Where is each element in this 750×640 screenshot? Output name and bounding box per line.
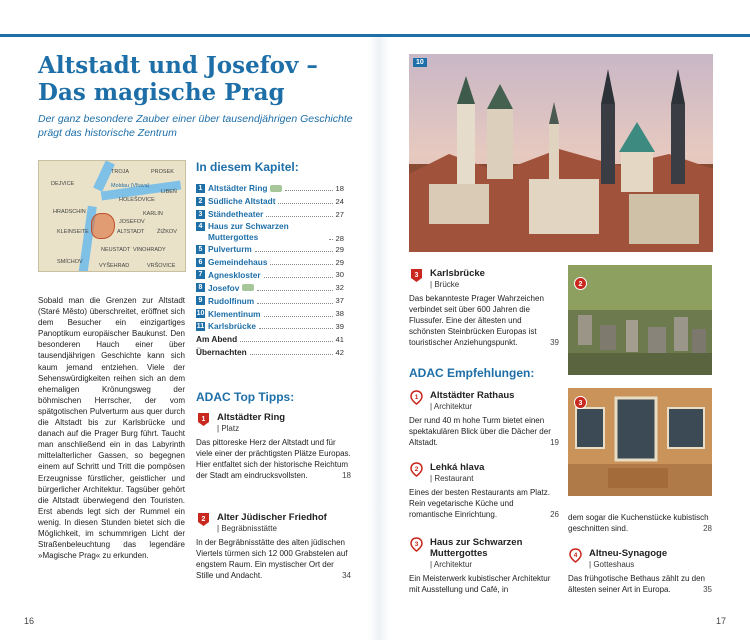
toc-label: Rudolfinum	[208, 295, 255, 306]
map-label: NEUSTADT	[101, 247, 131, 253]
toc-page: 28	[335, 233, 344, 243]
photo-number-badge: 2	[574, 277, 587, 290]
entry-title: Lehká hlava	[430, 462, 485, 473]
toc-number: 3	[196, 210, 205, 219]
toc-item[interactable]	[196, 320, 344, 333]
toc-item[interactable]	[196, 221, 344, 243]
toc-label: Südliche Altstadt	[208, 196, 276, 207]
entry-title: Karlsbrücke	[430, 268, 485, 279]
map-label: PROSEK	[151, 169, 174, 175]
cemetery-illustration	[568, 265, 712, 375]
entry-text: Das pittoreske Herz der Altstadt und für viele einer der prächtigsten Plätze Europas. Hier entfaltet sich der historische Reichtum der Stadt am eindrucksvollsten.	[196, 438, 351, 480]
toc-leader	[278, 198, 332, 204]
toc-page: 29	[335, 244, 344, 254]
toc-leader	[270, 259, 332, 265]
entry-page: 34	[342, 571, 351, 580]
entry-title: Haus zur Schwarzen Muttergottes	[430, 537, 523, 559]
map-label: VRŠOVICE	[147, 263, 176, 269]
top-tip-entry: 2 Alter Jüdischer Friedhof | Begräbnisstätte In der Begräbnisstätte des alten jüdischen Viertels türmen sich 12 000 Grabstelen auf engstem Raum. Ein mystischer Ort der Stille und Andacht. 34	[196, 512, 351, 580]
toc-item[interactable]	[196, 195, 344, 208]
toc-number: 6	[196, 258, 205, 267]
svg-text:3: 3	[414, 272, 419, 279]
toc-label: Übernachten	[196, 347, 247, 358]
toc-page: 29	[335, 257, 344, 267]
red-pin-icon	[196, 512, 211, 527]
svg-text:2: 2	[201, 516, 206, 523]
map-label: KARLIN	[143, 211, 163, 217]
svg-text:3: 3	[414, 541, 419, 548]
page-number-right: 17	[716, 616, 727, 626]
entry-title: Alter Jüdischer Friedhof	[217, 512, 327, 523]
toc-number: 2	[196, 197, 205, 206]
toc-label: Gemeindehaus	[208, 257, 268, 267]
top-tip-icon	[270, 185, 282, 192]
toc-label: Am Abend	[196, 334, 238, 345]
toc-item[interactable]	[196, 268, 344, 281]
prague-skyline-photo	[409, 54, 713, 252]
district-map	[38, 160, 186, 272]
toc-number: 11	[196, 322, 205, 330]
toc-leader	[285, 185, 332, 191]
entry-text: Ein Meisterwerk kubistischer Architektur mit Ausstellung und Café, in	[409, 574, 551, 594]
toc-number: 4	[196, 222, 205, 231]
map-label: TROJA	[111, 169, 130, 175]
recommendation-entry: 1 Altstädter Rathaus | Architektur Der rund 40 m hohe Turm bietet einen spektakulären Blick über die Dächer der Altstadt. 19	[409, 390, 559, 447]
map-label: JOSEFOV	[119, 219, 145, 225]
location-pin-icon	[409, 390, 424, 405]
location-pin-icon	[568, 548, 583, 563]
toc-page: 38	[335, 309, 344, 319]
entry-text: In der Begräbnisstätte des alten jüdischen Viertels türmen sich 12 000 Grabstelen auf engstem Raum. Ein mystischer Ort der Stille und Andacht.	[196, 538, 348, 580]
toc-number: 1	[196, 184, 205, 193]
toc-number: 9	[196, 296, 205, 305]
map-label: VINOHRADY	[133, 247, 166, 253]
toc-leader	[264, 272, 333, 278]
entry-title: Altstädter Rathaus	[430, 390, 515, 401]
entry-category: Brücke	[434, 280, 460, 289]
toc-item[interactable]	[196, 333, 344, 346]
entry-category: Begräbnisstätte	[221, 524, 277, 533]
entry-category: Architektur	[433, 402, 473, 411]
toc-page: 18	[335, 183, 344, 193]
map-label: HRADSCHIN	[53, 209, 86, 215]
svg-text:4: 4	[573, 552, 578, 559]
chapter-toc	[196, 182, 344, 359]
toc-label: Agneskloster	[208, 269, 261, 280]
toc-page: 24	[335, 196, 344, 206]
toc-label: Josefov	[208, 282, 240, 293]
toc-number: 8	[196, 283, 205, 292]
map-label: ALTSTADT	[117, 229, 145, 235]
toc-number: 10	[196, 310, 205, 318]
map-label: SMÍCHOV	[57, 259, 83, 265]
toc-page: 32	[335, 283, 344, 293]
entry-category: Gotteshaus	[593, 560, 635, 569]
book-gutter	[368, 37, 390, 640]
toc-leader	[329, 234, 333, 240]
map-label: DEJVICE	[51, 181, 75, 187]
map-label: VYŠEHRAD	[99, 263, 130, 269]
entry-text: Eines der besten Restaurants am Platz. Rein vegetarische Küche und romantische Einrichtung.	[409, 488, 550, 519]
map-label: ŽIŽKOV	[157, 229, 177, 235]
toc-leader	[257, 285, 332, 291]
toc-item[interactable]	[196, 346, 344, 359]
toc-item[interactable]	[196, 256, 344, 269]
toc-number: 7	[196, 270, 205, 279]
toc-label: Pulverturm	[208, 244, 252, 255]
continued-text	[568, 512, 712, 534]
toc-page: 37	[335, 296, 344, 306]
chapter-title-line1: Altstadt und Josefov –	[38, 52, 318, 79]
entry-title: Altstädter Ring	[217, 412, 286, 423]
house-illustration	[568, 388, 712, 496]
toc-label: Haus zur Schwarzen Muttergottes	[208, 220, 289, 242]
toc-page: 30	[335, 270, 344, 280]
skyline-illustration	[409, 54, 713, 252]
toc-leader	[266, 211, 332, 217]
recommendation-entry: 3 Haus zur Schwarzen Muttergottes | Architektur Ein Meisterwerk kubistischer Architektur mit Ausstellung und Café, in	[409, 537, 559, 595]
toc-page: 41	[335, 334, 344, 344]
photo-number-badge: 10	[413, 58, 427, 67]
map-label: Moldau (Vltava)	[111, 183, 150, 189]
top-tip-entry: 1 Altstädter Ring | Platz Das pittoreske Herz der Altstadt und für viele einer der prächtigsten Plätze Europas. Hier entfaltet sich der historische Reichtum der Stadt am eindrucksvollsten. 18	[196, 412, 351, 480]
entry-page: 35	[703, 585, 712, 594]
top-tip-icon	[242, 284, 254, 291]
chapter-title-line2: Das magische Prag	[38, 79, 285, 106]
photo-number-badge: 3	[574, 396, 587, 409]
svg-text:2: 2	[414, 466, 419, 473]
toc-item[interactable]	[196, 294, 344, 307]
toc-item[interactable]	[196, 243, 344, 256]
chapter-subtitle: Der ganz besondere Zauber einer über tausendjährigen Geschichte prägt das historische Zentrum	[38, 113, 353, 139]
entry-text: dem sogar die Kuchenstücke kubistisch geschnitten sind.	[568, 513, 709, 533]
red-pin-icon	[409, 268, 424, 283]
entry-title: Altneu-Synagoge	[589, 548, 668, 559]
toc-leader	[255, 246, 333, 252]
map-label: KLEINSEITE	[57, 229, 89, 235]
entry-text: Das frühgotische Bethaus zählt zu den ältesten seiner Art in Europa.	[568, 574, 705, 594]
adac-recommendations-heading: ADAC Empfehlungen:	[409, 366, 535, 380]
svg-text:1: 1	[201, 416, 206, 423]
toc-item[interactable]	[196, 208, 344, 221]
toc-label: Altstädter Ring	[208, 183, 268, 194]
page-number-left: 16	[24, 616, 35, 626]
toc-page: 27	[335, 209, 344, 219]
entry-page: 18	[342, 471, 351, 480]
karlsbruecke-entry: 3 Karlsbrücke | Brücke Das bekannteste Prager Wahrzeichen verbindet seit über 600 Jahren die Flussufer. Eine der ältesten und schönsten Steinbrücken Europas ist touristischer Anziehungspunkt. 39	[409, 268, 559, 347]
toc-item[interactable]	[196, 281, 344, 294]
red-pin-icon	[196, 412, 211, 427]
toc-leader	[259, 323, 333, 329]
toc-label: Karlsbrücke	[208, 321, 256, 332]
entry-text: Das bekannteste Prager Wahrzeichen verbindet seit über 600 Jahren die Flussufer. Eine der ältesten und schönsten Steinbrücken Europas ist touristischer Anziehungspunkt.	[409, 294, 544, 347]
chapter-title	[38, 52, 358, 106]
location-pin-icon	[409, 537, 424, 552]
toc-number: 5	[196, 245, 205, 254]
recommendation-entry: 4 Altneu-Synagoge | Gotteshaus Das frühgotische Bethaus zählt zu den ältesten seiner Art in Europa. 35	[568, 548, 712, 594]
altstadt-highlight	[91, 213, 115, 239]
cubist-house-photo	[568, 388, 712, 496]
toc-leader	[257, 298, 332, 304]
toc-item[interactable]	[196, 182, 344, 195]
entry-category: Platz	[221, 424, 240, 433]
map-label: LIBEŇ	[161, 189, 177, 195]
map-label: HOLEŠOVICE	[119, 197, 155, 203]
entry-page: 39	[550, 338, 559, 347]
entry-page: 19	[550, 438, 559, 447]
location-pin-icon	[409, 462, 424, 477]
toc-leader	[240, 336, 332, 342]
entry-category: Architektur	[433, 560, 473, 569]
entry-page: 28	[703, 524, 712, 533]
toc-label: Ständetheater	[208, 209, 264, 220]
toc-leader	[264, 311, 333, 317]
top-tips-heading: ADAC Top Tipps:	[196, 390, 295, 404]
toc-page: 39	[335, 321, 344, 331]
entry-page: 26	[550, 510, 559, 519]
toc-leader	[250, 349, 333, 355]
intro-text: Sobald man die Grenzen zur Altstadt (Staré Město) überschreitet, eröffnet sich dem Besucher ein einzigartiges Panoptikum europäischer Baukunst. Den besonderen Hauch einer über tausendjährigen Geschichte kann sich kaum jemand entziehen. Viele der Sehenswürdigkeiten reihen sich an dem ehemaligen Krönungsweg der böhmischen Herrscher, der vom spätgotischen Pulverturm aus quer durch die Altstadt bis zur Karlsbrücke und danach auf die Prager Burg führt. Taucht man anschließend ein in das Labyrinth mittelalterlicher Gassen, so begegnen einem auf Schritt und Tritt die pompösen Erzeugnisse fürstlicher, geistlicher und bürgerlicher Architektur. Tagsüber gehört die Altstadt überwiegend den Touristen. Erst abends legt sich der Rummel ein wenig. In diesen Stunden bietet sich die Möglichkeit, im schummrigen Licht der Straßenbeleuchtung das legendäre »Magische Prag« zu erkunden.	[38, 296, 185, 561]
entry-category: Restaurant	[434, 474, 474, 483]
toc-heading: In diesem Kapitel:	[196, 160, 299, 174]
toc-page: 42	[335, 347, 344, 357]
svg-text:1: 1	[414, 394, 419, 401]
toc-label: Klementinum	[208, 308, 261, 319]
recommendation-entry: 2 Lehká hlava | Restaurant Eines der besten Restaurants am Platz. Rein vegetarische Küche und romantische Einrichtung. 26	[409, 462, 559, 519]
toc-item[interactable]	[196, 307, 344, 320]
entry-text: Der rund 40 m hohe Turm bietet einen spektakulären Blick über die Dächer der Altstadt.	[409, 416, 551, 447]
jewish-cemetery-photo	[568, 265, 712, 375]
